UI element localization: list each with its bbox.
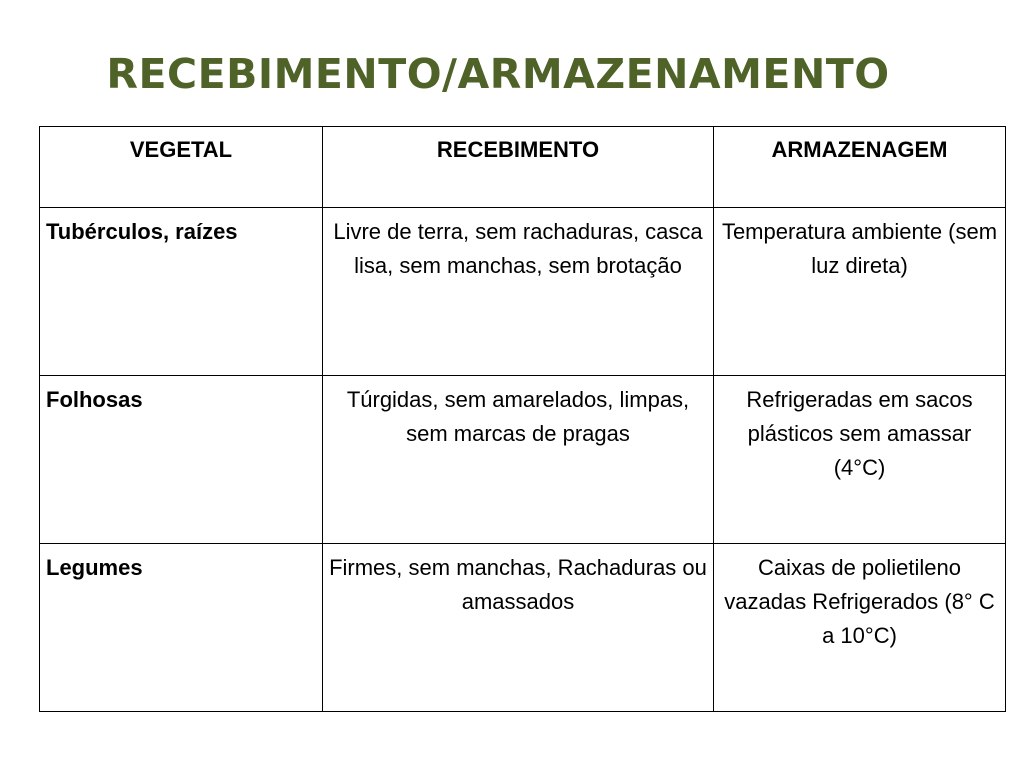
table-row bbox=[40, 208, 1006, 376]
cell-vegetal: Tubérculos, raízes bbox=[40, 208, 323, 376]
cell-vegetal: Folhosas bbox=[40, 376, 323, 544]
cell-recebimento: Túrgidas, sem amarelados, limpas, sem marcas de pragas bbox=[323, 376, 714, 544]
cell-armazenagem: Temperatura ambiente (sem luz direta) bbox=[714, 208, 1006, 376]
header-recebimento: RECEBIMENTO bbox=[323, 127, 714, 208]
cell-armazenagem: Refrigeradas em sacos plásticos sem amassar (4°C) bbox=[714, 376, 1006, 544]
table-row bbox=[40, 376, 1006, 544]
cell-recebimento: Firmes, sem manchas, Rachaduras ou amassados bbox=[323, 544, 714, 712]
table-row bbox=[40, 544, 1006, 712]
cell-armazenagem: Caixas de polietileno vazadas Refrigerados (8° C a 10°C) bbox=[714, 544, 1006, 712]
header-armazenagem: ARMAZENAGEM bbox=[714, 127, 1006, 208]
table-header-row bbox=[40, 127, 1006, 208]
cell-recebimento: Livre de terra, sem rachaduras, casca lisa, sem manchas, sem brotação bbox=[323, 208, 714, 376]
slide-title: RECEBIMENTO/ARMAZENAMENTO bbox=[106, 50, 890, 98]
cell-vegetal: Legumes bbox=[40, 544, 323, 712]
header-vegetal: VEGETAL bbox=[40, 127, 323, 208]
storage-table bbox=[39, 126, 1006, 712]
